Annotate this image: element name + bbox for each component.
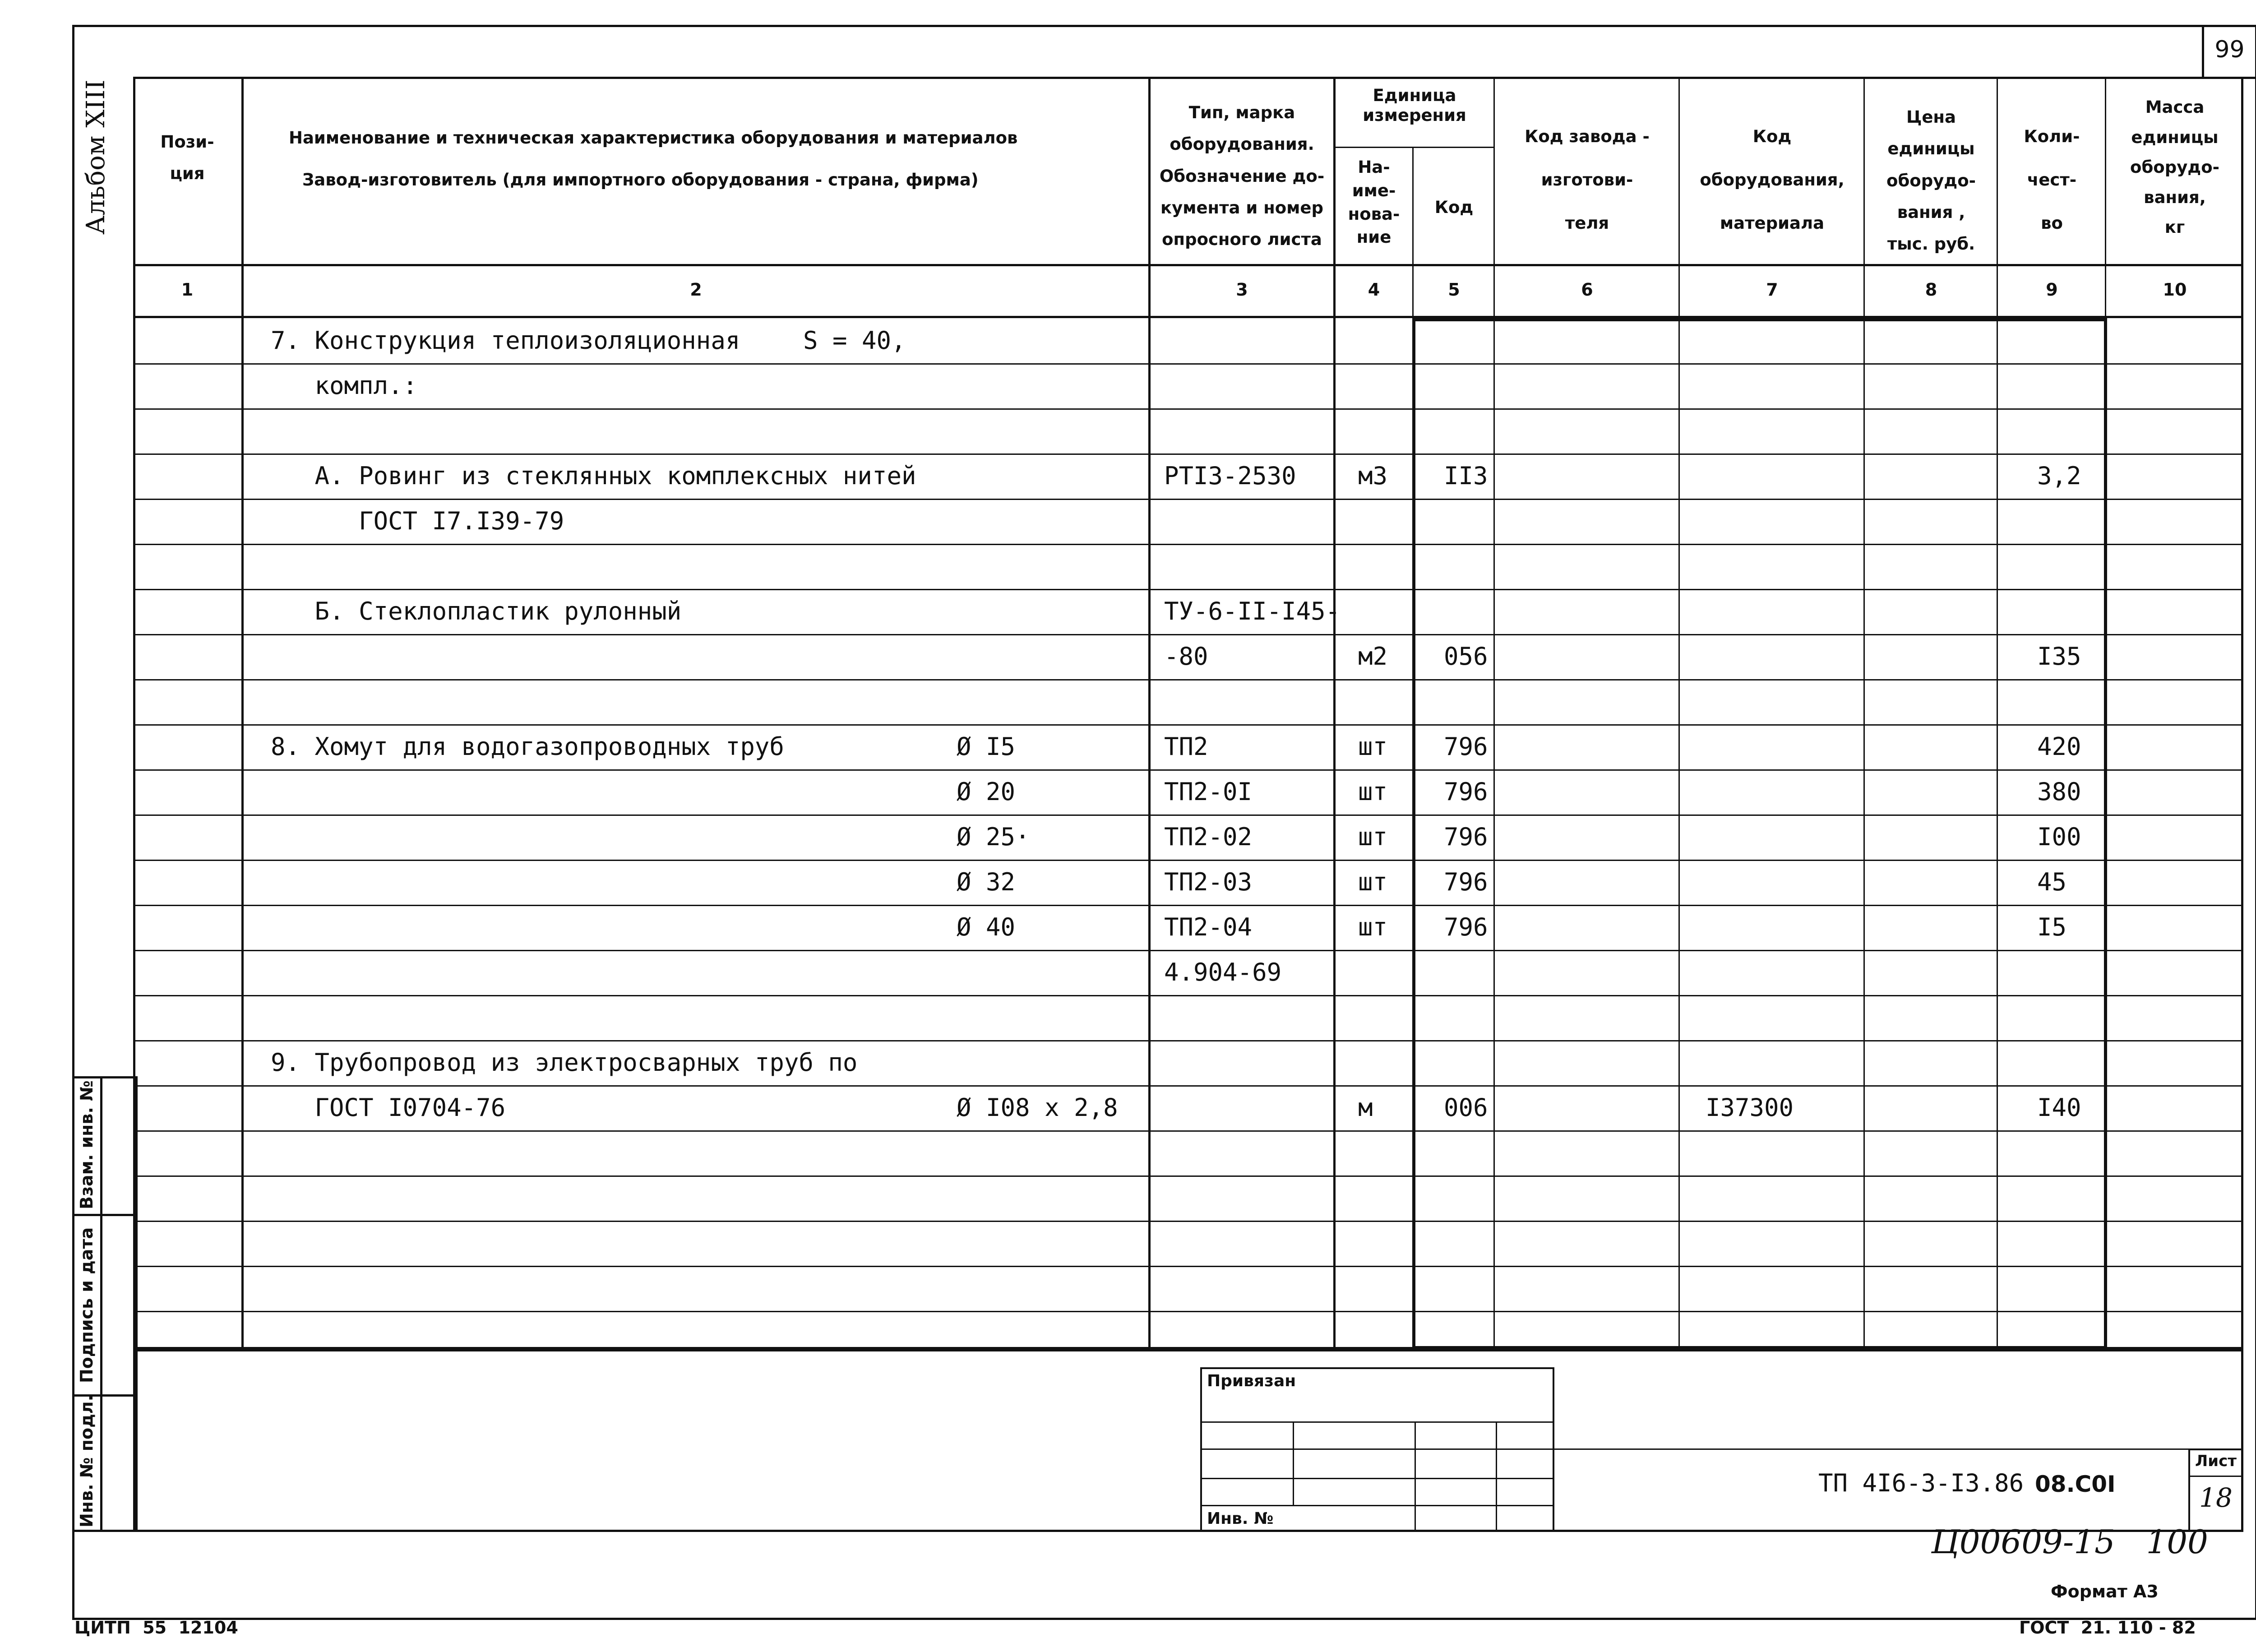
cell-code: 796 — [1444, 868, 1488, 896]
cell-unit: шт — [1358, 868, 1388, 896]
cell-qty: I40 — [2037, 1093, 2081, 1122]
title-block — [133, 1347, 2243, 1532]
row-line — [133, 950, 2243, 951]
cell-extra: S = 40, — [803, 326, 906, 355]
header-mass: Масса единицы оборудо- вания, кг — [2130, 97, 2219, 237]
cell-qty: 380 — [2037, 777, 2081, 806]
cell-code: 006 — [1444, 1093, 1488, 1122]
col-line-2 — [1148, 77, 1151, 1351]
header-price: Цена единицы оборудо- вания , тыс. руб. — [1886, 107, 1976, 254]
header-name: Наименование и техническая характеристика оборудования и материалов Завод-изготовитель (для импортного оборудования - страна, фирма) — [289, 128, 1018, 190]
header-factory-code: Код завода - изготови- теля — [1525, 127, 1650, 233]
row-line — [133, 905, 2243, 906]
binding-line-4 — [1200, 1505, 1554, 1506]
cell-code: 796 — [1444, 732, 1488, 761]
cell-type: РТI3-2530 — [1164, 462, 1296, 490]
colnum-5: 5 — [1448, 280, 1460, 300]
cell-type: ТП2 — [1164, 732, 1208, 761]
cell-dia: Ø 32 — [957, 868, 1016, 896]
cell-type: ТУ-6-II-I45- — [1164, 597, 1341, 625]
cell-unit: м — [1358, 1093, 1373, 1122]
binding-vline-3 — [1496, 1421, 1497, 1532]
doc-code-line — [1554, 1448, 2191, 1450]
header-divider — [133, 264, 2243, 266]
cell-code: 796 — [1444, 823, 1488, 851]
row-line — [133, 1311, 2243, 1312]
row-line — [133, 589, 2243, 590]
cell-name: ГОСТ I7.I39-79 — [271, 507, 564, 535]
cell-type: ТП2-04 — [1164, 913, 1253, 941]
cell-dia: Ø 25· — [957, 823, 1030, 851]
row-line — [133, 995, 2243, 996]
side-stamp-divider — [100, 1076, 102, 1532]
binding-line-2 — [1200, 1448, 1554, 1450]
colnum-7: 7 — [1766, 280, 1778, 300]
colnum-10: 10 — [2163, 280, 2187, 300]
cell-name: ГОСТ I0704-76 — [271, 1093, 506, 1122]
list-label: Лист — [2195, 1452, 2237, 1470]
cell-unit: шт — [1358, 732, 1388, 761]
row-line — [133, 544, 2243, 545]
row-line — [133, 634, 2243, 635]
cell-name: 7. Конструкция теплоизоляционная — [271, 326, 740, 355]
cell-type: ТП2-02 — [1164, 823, 1253, 851]
footer-left: ЦИТП 55 12104 — [74, 1618, 238, 1638]
row-line — [133, 408, 2243, 410]
footer-right: ГОСТ 21. 110 - 82 — [2019, 1618, 2196, 1638]
row-line — [133, 1266, 2243, 1267]
binding-label: Привязан — [1207, 1372, 1296, 1390]
row-line — [133, 1085, 2243, 1087]
colnum-6: 6 — [1581, 280, 1593, 300]
row-line — [133, 860, 2243, 861]
colnum-4: 4 — [1368, 280, 1380, 300]
cell-qty: I00 — [2037, 823, 2081, 851]
col-line-1 — [241, 77, 244, 1351]
cell-name: А. Ровинг из стеклянных комплексных нитей — [271, 462, 916, 490]
cell-dia: Ø I08 x 2,8 — [957, 1093, 1118, 1122]
cell-qty: 45 — [2037, 868, 2067, 896]
row-line — [133, 453, 2243, 455]
row-line — [133, 363, 2243, 365]
binding-inv-label: Инв. № — [1207, 1509, 1274, 1528]
cell-qty: 3,2 — [2037, 462, 2081, 490]
header-equip-code: Код оборудования, материала — [1700, 127, 1845, 233]
cell-unit: м2 — [1358, 642, 1388, 671]
list-box-divider — [2188, 1476, 2243, 1477]
cell-unit: м3 — [1358, 462, 1388, 490]
binding-vline-1 — [1293, 1421, 1294, 1505]
cell-name: Б. Стеклопластик рулонный — [271, 597, 682, 625]
row-line — [133, 1221, 2243, 1222]
sheet-number-top: 99 — [2214, 36, 2245, 63]
header-unit-name: На- име- нова- ние — [1348, 157, 1400, 247]
album-label: Альбом XIII — [81, 79, 111, 235]
header-type: Тип, марка оборудования. Обозначение до- кумента и номер опросного листа — [1159, 103, 1325, 250]
cell-code: 796 — [1444, 777, 1488, 806]
colnum-8: 8 — [1925, 280, 1937, 300]
cell-type: -80 — [1164, 642, 1208, 671]
format-label: Формат А3 — [2051, 1582, 2159, 1601]
doc-suffix: 08.С0I — [2035, 1471, 2116, 1497]
side-stamp-inv: Инв. № подл. — [77, 1394, 97, 1527]
cell-type: 4.904-69 — [1164, 958, 1282, 986]
header-qty: Коли- чест- во — [2024, 127, 2080, 233]
side-stamp-line-1 — [72, 1214, 138, 1216]
row-line — [133, 1040, 2243, 1041]
unit-header-divider — [1333, 147, 1493, 148]
cell-unit: шт — [1358, 777, 1388, 806]
cell-eqcode: I37300 — [1706, 1093, 1794, 1122]
cell-type: ТП2-03 — [1164, 868, 1253, 896]
cell-qty: I35 — [2037, 642, 2081, 671]
cell-name: компл.: — [271, 371, 418, 400]
header-unit-code: Код — [1434, 198, 1474, 217]
cell-dia: Ø 20 — [957, 777, 1016, 806]
cell-dia: Ø 40 — [957, 913, 1016, 941]
cell-code: 056 — [1444, 642, 1488, 671]
handwritten-note: Ц00609-15 100 — [1931, 1523, 2208, 1561]
binding-line-3 — [1200, 1478, 1554, 1479]
thick-region — [1412, 318, 2107, 1349]
cell-name: 9. Трубопровод из электросварных труб по — [271, 1048, 858, 1077]
colnum-1: 1 — [181, 280, 194, 300]
cell-qty: I5 — [2037, 913, 2067, 941]
doc-code: ТП 4I6-3-I3.86 — [1818, 1469, 2024, 1497]
list-number: 18 — [2199, 1482, 2233, 1513]
colnum-3: 3 — [1236, 280, 1248, 300]
binding-vline-2 — [1415, 1421, 1416, 1532]
binding-line-1 — [1200, 1421, 1554, 1423]
row-line — [133, 499, 2243, 500]
cell-code: II3 — [1444, 462, 1488, 490]
cell-name: 8. Хомут для водогазопроводных труб — [271, 732, 784, 761]
cell-unit: шт — [1358, 823, 1388, 851]
row-line — [133, 1175, 2243, 1177]
cell-type: ТП2-0I — [1164, 777, 1253, 806]
side-stamp-replace: Взам. инв. № — [77, 1080, 97, 1209]
row-line — [133, 769, 2243, 771]
row-line — [133, 814, 2243, 816]
row-line — [133, 1130, 2243, 1132]
cell-code: 796 — [1444, 913, 1488, 941]
cell-unit: шт — [1358, 913, 1388, 941]
header-pos: Пози- ция — [160, 132, 214, 184]
side-stamp-sign: Подпись и дата — [77, 1227, 97, 1383]
cell-dia: Ø I5 — [957, 732, 1016, 761]
header-unit: Единица измерения — [1363, 86, 1466, 125]
col-line-3 — [1333, 77, 1336, 1351]
row-line — [133, 724, 2243, 726]
colnum-9: 9 — [2046, 280, 2058, 300]
cell-qty: 420 — [2037, 732, 2081, 761]
row-line — [133, 679, 2243, 680]
colnum-2: 2 — [690, 280, 702, 300]
